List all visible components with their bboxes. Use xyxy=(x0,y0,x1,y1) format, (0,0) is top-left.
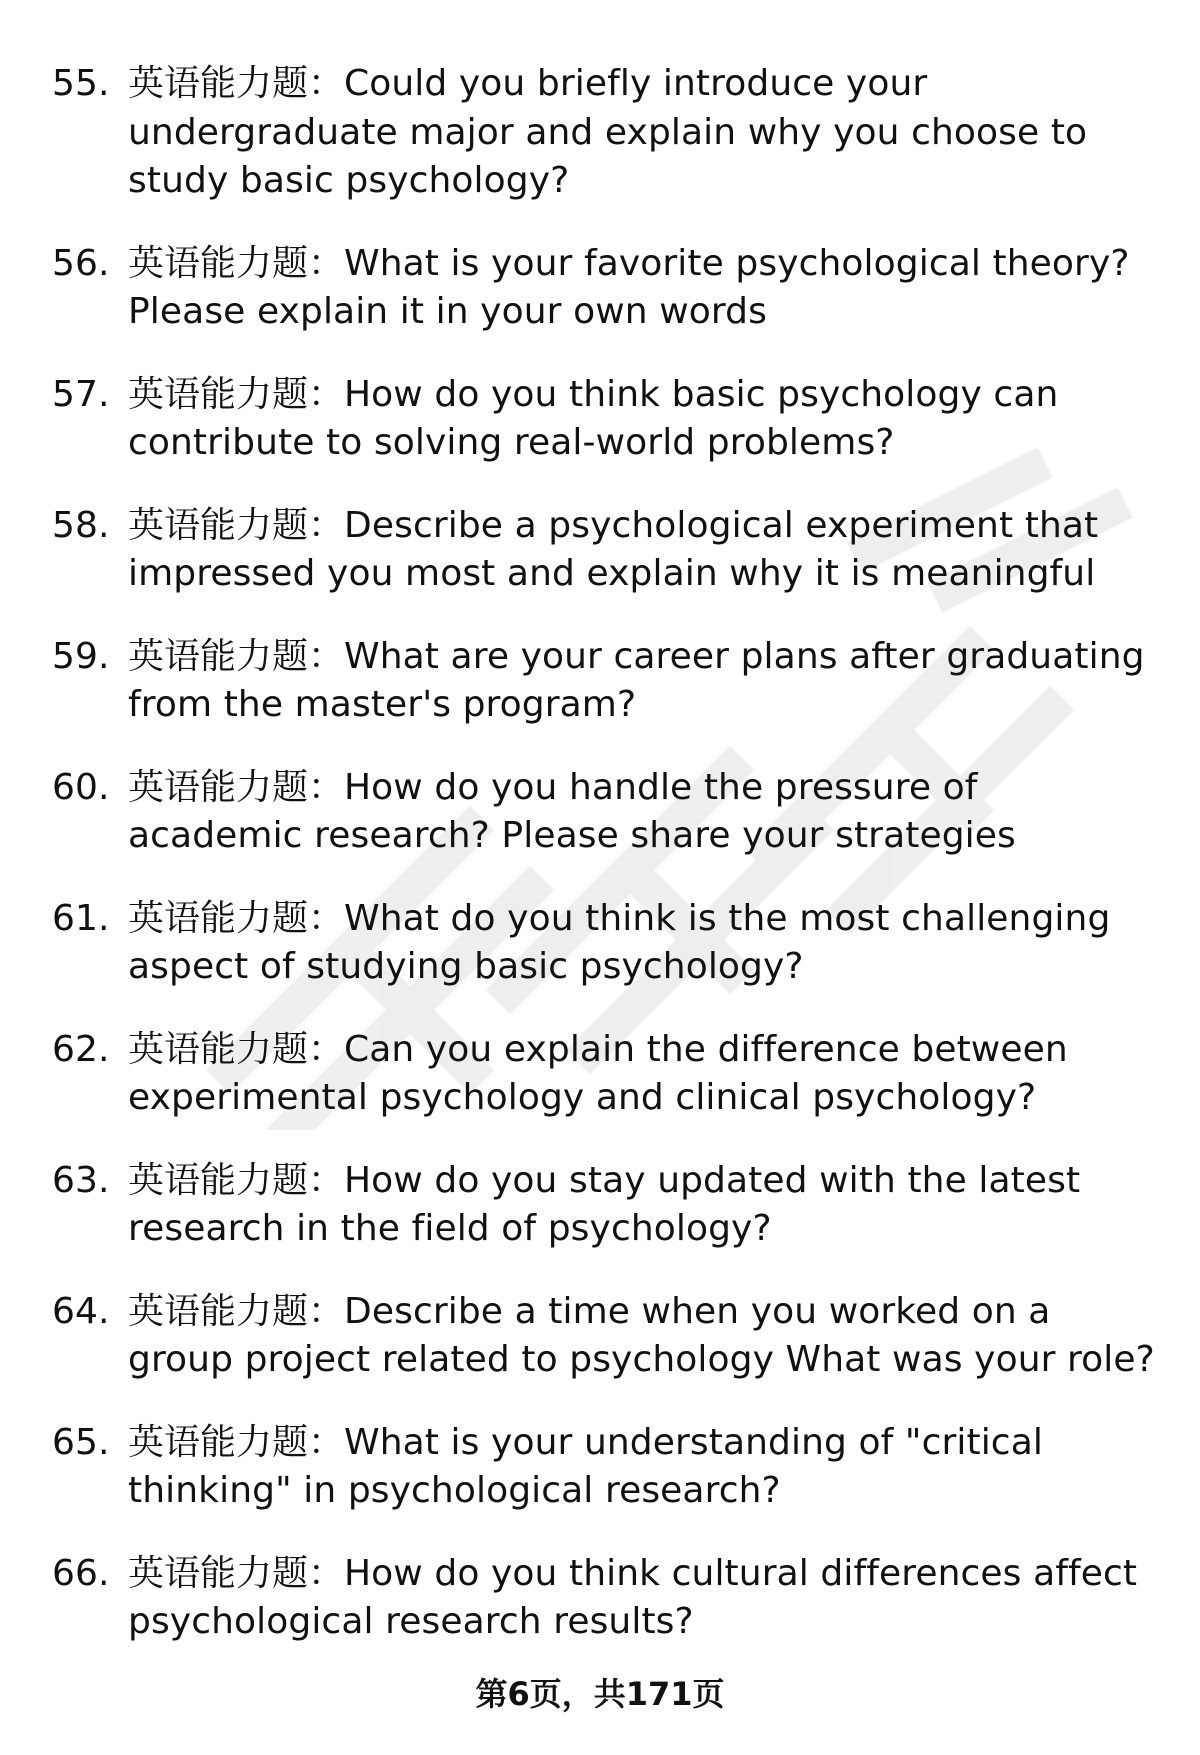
question-number: 57. xyxy=(52,373,110,415)
question-text: Can you explain the difference between experimental psychology and clinical psychology? xyxy=(128,1028,1068,1118)
question-item xyxy=(0,895,1200,992)
question-text: How do you handle the pressure of academic research? Please share your strategies xyxy=(128,766,1016,856)
question-category: 英语能力题： xyxy=(128,635,345,677)
question-number: 58. xyxy=(52,504,110,546)
question-number: 60. xyxy=(52,766,110,808)
question-item xyxy=(0,1288,1200,1385)
question-number: 62. xyxy=(52,1028,110,1070)
question-text: What is your understanding of "critical thinking" in psychological research? xyxy=(128,1421,1043,1511)
question-number: 61. xyxy=(52,897,110,939)
question-category: 英语能力题： xyxy=(128,766,345,808)
question-text: Describe a psychological experiment that impressed you most and explain why it is meaningful xyxy=(128,504,1099,594)
question-category: 英语能力题： xyxy=(128,373,345,415)
question-item xyxy=(0,1026,1200,1123)
question-category: 英语能力题： xyxy=(128,1421,345,1463)
question-number: 64. xyxy=(52,1290,110,1332)
question-text: Describe a time when you worked on a group project related to psychology What was your role? xyxy=(128,1290,1155,1380)
question-item xyxy=(0,371,1200,468)
question-item xyxy=(0,764,1200,861)
question-text: What is your favorite psychological theory? Please explain it in your own words xyxy=(128,242,1130,332)
question-item xyxy=(0,633,1200,730)
page-number-footer: 第6页，共171页 xyxy=(475,1675,725,1713)
question-number: 59. xyxy=(52,635,110,677)
question-category: 英语能力题： xyxy=(128,897,345,939)
question-number: 66. xyxy=(52,1552,110,1594)
question-text: Could you briefly introduce your undergraduate major and explain why you choose to study basic psychology? xyxy=(128,63,1088,201)
question-number: 55. xyxy=(52,63,110,104)
question-category: 英语能力题： xyxy=(128,1552,345,1594)
question-text: What do you think is the most challenging aspect of studying basic psychology? xyxy=(128,897,1111,987)
question-item xyxy=(0,240,1200,337)
question-category: 英语能力题： xyxy=(128,1159,345,1201)
question-text: What are your career plans after graduating from the master's program? xyxy=(128,635,1145,725)
question-list xyxy=(0,60,1200,1681)
question-number: 63. xyxy=(52,1159,110,1201)
question-item xyxy=(0,502,1200,599)
question-item xyxy=(0,60,1200,206)
question-category: 英语能力题： xyxy=(128,63,345,104)
question-number: 56. xyxy=(52,242,110,284)
question-category: 英语能力题： xyxy=(128,504,345,546)
question-item xyxy=(0,1550,1200,1647)
question-text: How do you stay updated with the latest research in the field of psychology? xyxy=(128,1159,1081,1249)
question-item xyxy=(0,1419,1200,1516)
question-category: 英语能力题： xyxy=(128,1028,345,1070)
question-item xyxy=(0,1157,1200,1254)
question-category: 英语能力题： xyxy=(128,1290,345,1332)
question-text: How do you think basic psychology can contribute to solving real-world problems? xyxy=(128,373,1059,463)
question-category: 英语能力题： xyxy=(128,242,345,284)
question-text: How do you think cultural differences affect psychological research results? xyxy=(128,1552,1138,1642)
question-number: 65. xyxy=(52,1421,110,1463)
